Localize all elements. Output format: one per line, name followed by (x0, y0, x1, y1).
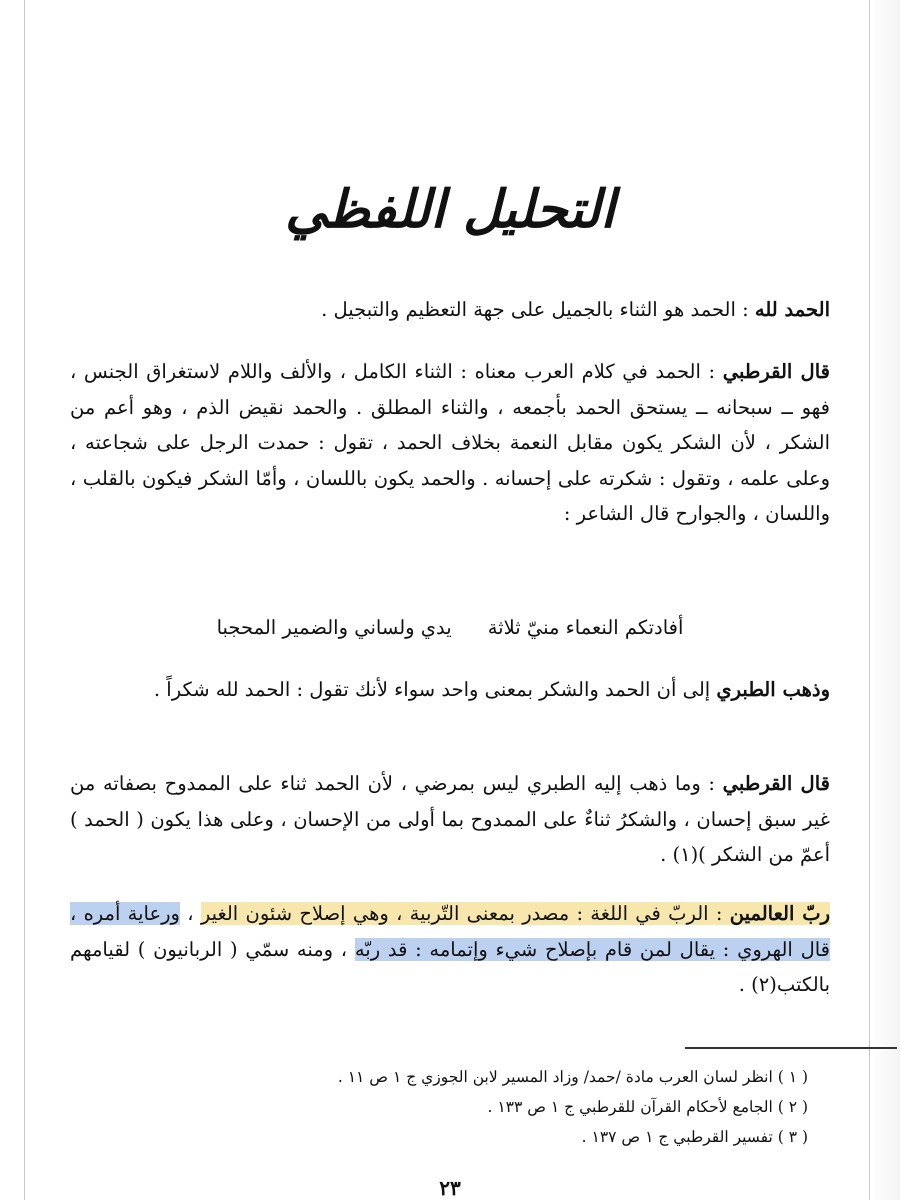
page-title: التحليل اللفظي (285, 179, 615, 240)
paragraph-text: : الحمد هو الثناء بالجميل على جهة التعظيم والتبجيل . (321, 298, 755, 321)
paragraph-text: : وما ذهب إليه الطبري ليس بمرضي ، لأن الحمد ثناء على الممدوح بصفاته من غير سبق إحسان ، والشكرُ ثناءٌ على الممدوح بما أولى من الإحسان ، وعلى هذا يكون ( الحمد ) أعمّ من الشكر )(١) . (70, 772, 830, 866)
paragraph-rabb (70, 896, 830, 1003)
footnote-divider (685, 1047, 897, 1049)
highlighted-text-yellow: الربّ في اللغة : مصدر بمعنى التّربية ، وهي إصلاح شئون الغير (200, 902, 709, 925)
paragraph-text: : الحمد في كلام العرب معناه : الثناء الكامل ، والألف واللام لاستغراق الجنس ، فهو ــ سبحانه ــ يستحق الحمد بأجمعه ، والثناء المطلق . والحمد نقيض الذم ، وهو أعم من الشكر ، لأن الشكر يكون مقابل النعمة بخلاف الحمد ، تقول : حمدت الرجل على شجاعته ، وعلى علمه ، وتقول : شكرته على إحسانه . والحمد يكون باللسان ، وأمّا الشكر فيكون بالقلب ، واللسان ، والجوارح قال الشاعر : (70, 360, 830, 525)
paragraph-lead: وذهب الطبري (716, 678, 830, 701)
paragraph-separator: : (708, 902, 730, 925)
paragraph-qurtubi-1 (70, 354, 830, 532)
footnote-item: ( ٢ ) الجامع لأحكام القرآن للقرطبي ج ١ ص ١٣٣ . (487, 1098, 808, 1116)
paragraph-lead: قال القرطبي (722, 772, 830, 795)
paragraph-lead: قال القرطبي (722, 360, 830, 383)
paragraph-text: ، (179, 902, 201, 925)
page-edge-shadow (870, 0, 900, 1200)
paragraph-tabari (70, 672, 830, 708)
page-content (70, 0, 830, 1200)
highlighted-text-blue: ورعاية أمره ، قال الهروي : يقال لمن قام بإصلاح شيء وإتمامه : قد ربّه (70, 902, 830, 961)
page-number: ٢٣ (439, 1176, 461, 1200)
paragraph-alhamd (70, 292, 830, 328)
paragraph-lead: الحمد لله (754, 298, 830, 321)
paragraph-text: إلى أن الحمد والشكر بمعنى واحد سواء لأنك تقول : الحمد لله شكراً . (153, 678, 717, 701)
footnote-item: ( ٣ ) تفسير القرطبي ج ١ ص ١٣٧ . (581, 1128, 808, 1146)
paragraph-text-end: ، ومنه سمّي ( الربانيون ) لقيامهم بالكتب(٢) . (70, 937, 830, 996)
footnote-item: ( ١ ) انظر لسان العرب مادة /حمد/ وزاد المسير لابن الجوزي ج ١ ص ١١ . (337, 1068, 808, 1086)
poem-second-half: يدي ولساني والضمير المحجبا (216, 616, 452, 639)
paragraph-qurtubi-2 (70, 766, 830, 873)
footnotes (70, 1062, 830, 1152)
poem-verse (70, 610, 830, 645)
poem-first-half: أفادتكم النعماء منيّ ثلاثة (487, 616, 684, 639)
highlight-yellow (201, 902, 830, 925)
paragraph-lead: ربّ العالمين (729, 902, 831, 925)
